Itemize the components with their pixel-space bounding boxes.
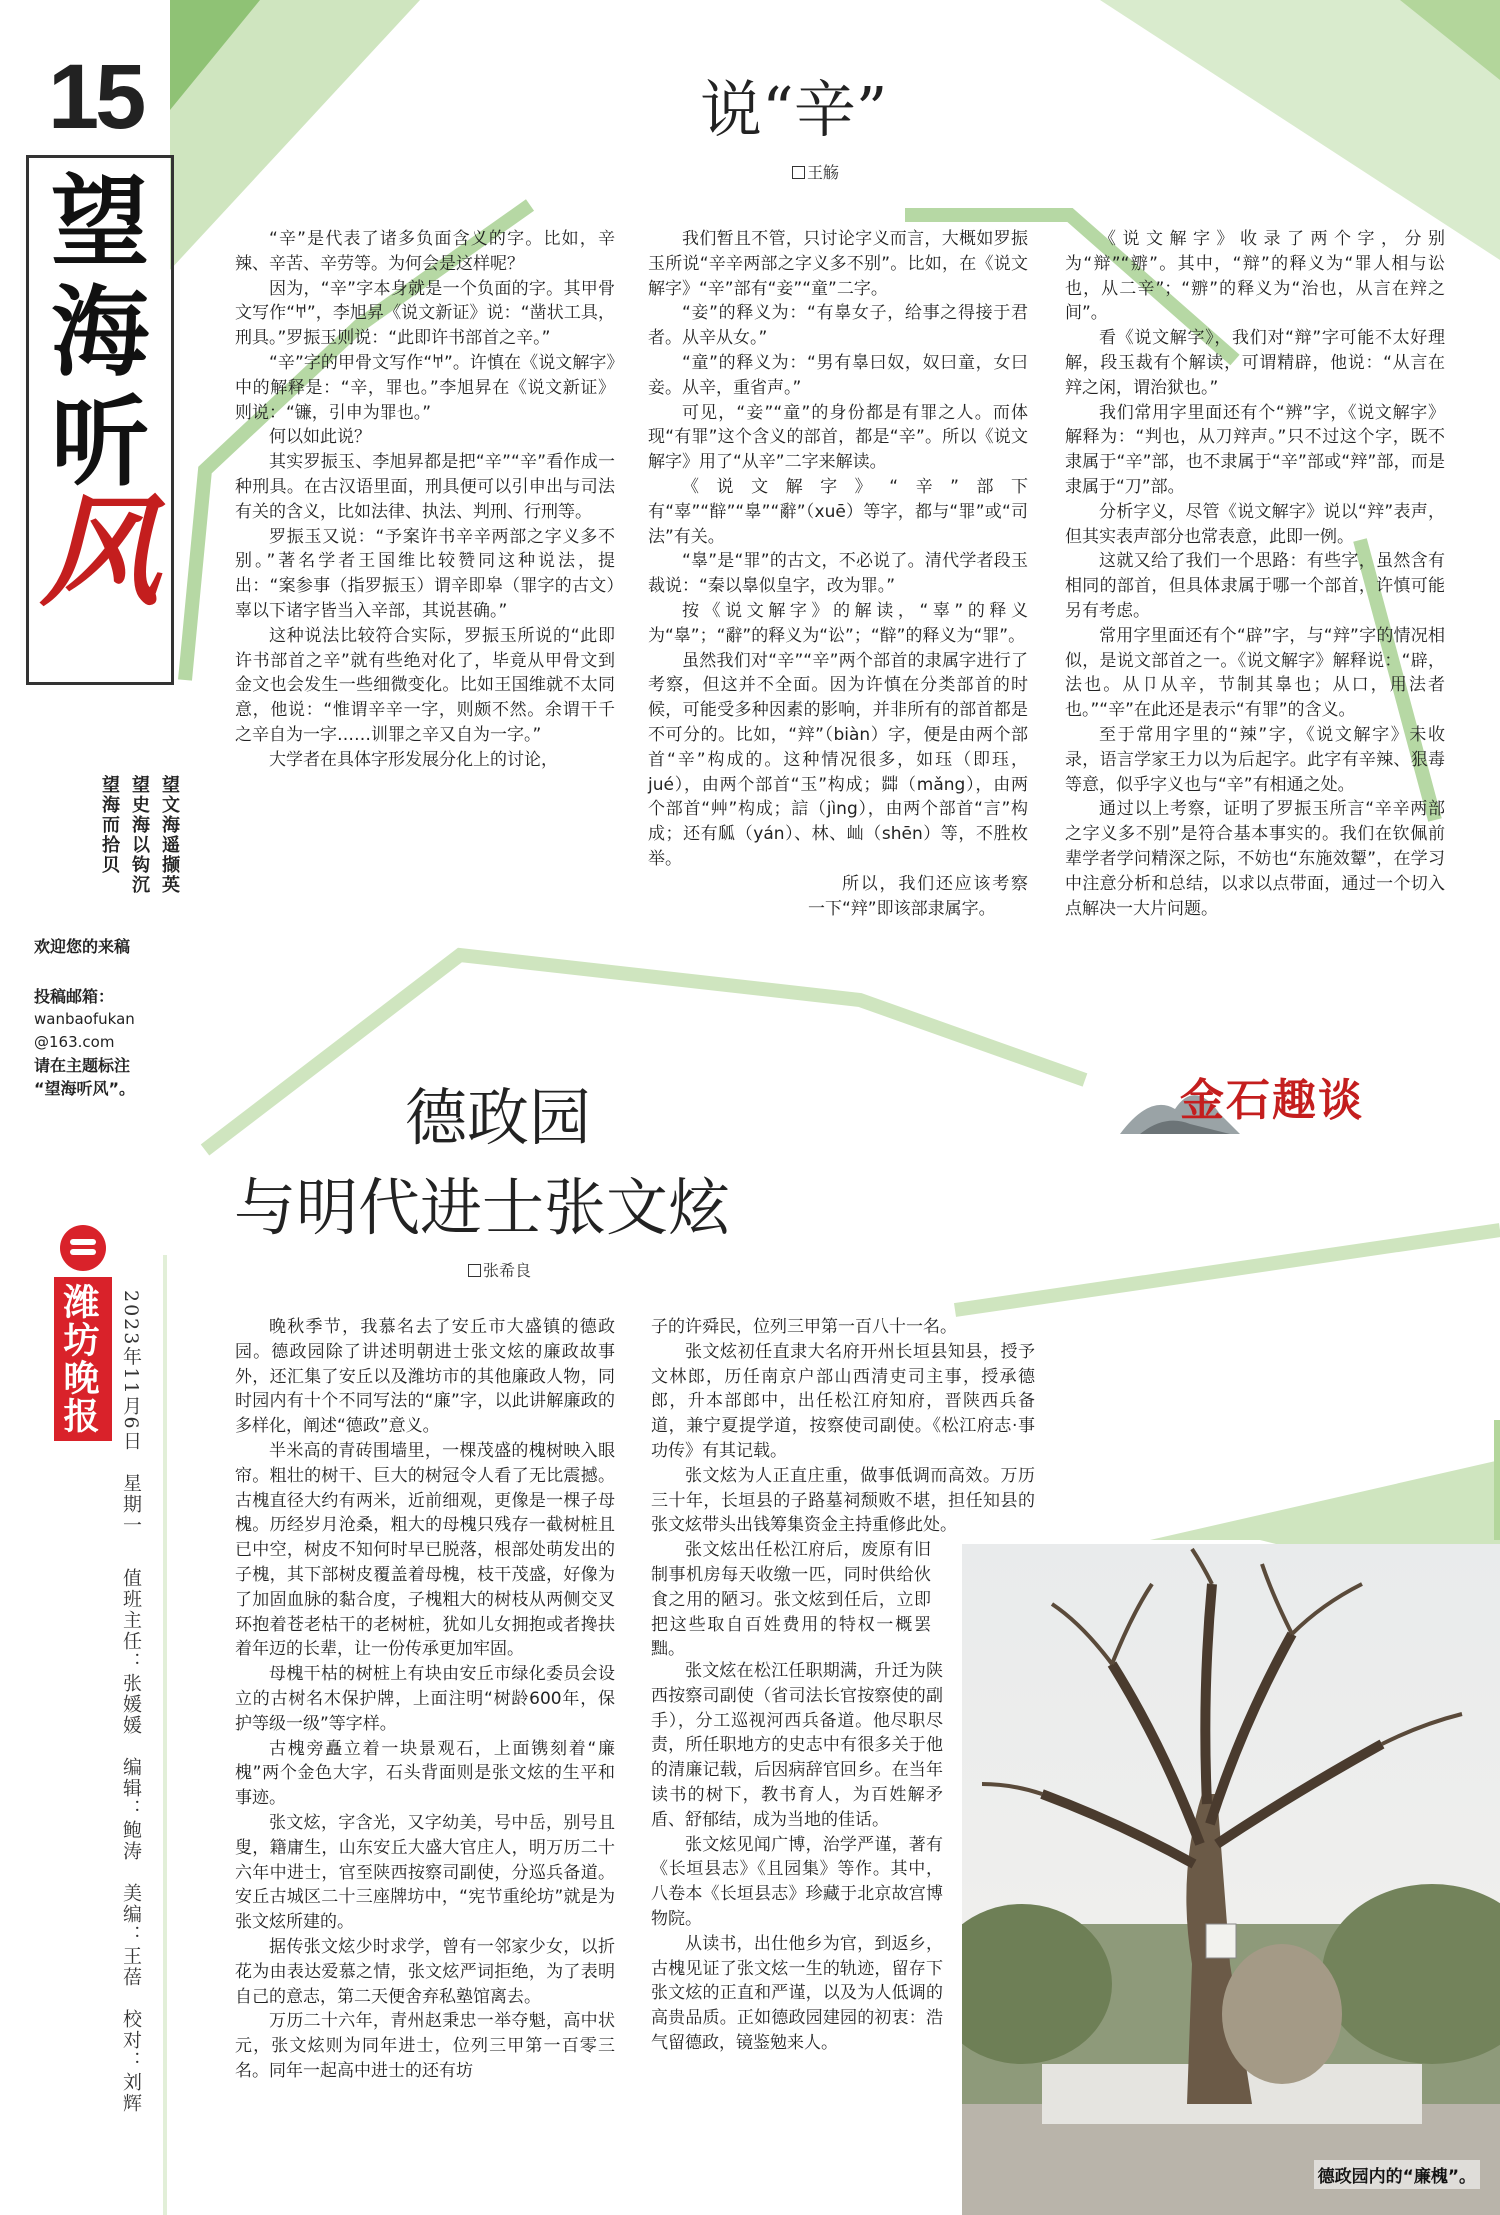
- section-tag: [1120, 1060, 1410, 1140]
- submission-email: wanbaofukan: [34, 1010, 135, 1028]
- paragraph: 从读书，出仕他乡为官，到返乡，古槐见证了张文炫一生的轨迹，留存下张文炫的正直和严谨，以及为人低调的高贵品质。正如德政园建园的初衷：浩气留德政，镜鉴勉来人。: [651, 1933, 943, 2053]
- paragraph: 何以如此说？: [269, 427, 371, 448]
- page-number: 15: [48, 46, 143, 148]
- tree-photo: [962, 1544, 1500, 2215]
- paragraph: “辛”字的甲骨文写作“𐀀”。许慎在《说文解字》中的解释是：“辛，罪也。”李旭昇在《说文新证》则说：“镰，引申为罪也。”: [235, 352, 615, 423]
- article-title-line2: 与明代进士张文炫: [234, 1171, 731, 1244]
- article-column: [235, 1315, 615, 2084]
- paragraph: 古槐旁矗立着一块景观石，上面镌刻着“廉槐”两个金色大字，石头背面则是张文炫的生平和事迹。: [235, 1738, 615, 1809]
- submission-email-domain: @163.com: [34, 1033, 115, 1051]
- paragraph: 大学者在具体字形发展分化上的讨论，: [269, 749, 558, 770]
- paragraph: 张文炫初任直隶大名府开州长垣县知县，授予文林郎，历任南京户部山西清吏司主事，授承德郎，升本部郎中，出任松江府知府，晋陕西兵备道，兼宁夏提学道，按察使司副使。《松江府志·事功传》有其记载。: [651, 1341, 1035, 1461]
- article-column: [651, 1659, 943, 2056]
- column-name-char: 听: [50, 385, 149, 500]
- submission-label: 投稿邮箱：: [34, 987, 115, 1006]
- paragraph: 所以，我们还应该考察一下“辡”即该部隶属字。: [808, 873, 1028, 919]
- paragraph: 张文炫，字含光，又字幼美，号中岳，别号且叟，籍庸生，山东安丘大盛大官庄人，明万历二十六年中进士，官至陕西按察司副使，分巡兵备道。安丘古城区二十三座牌坊中，“宪节重纶坊”就是为张文炫所建的。: [235, 1812, 615, 1933]
- paragraph: 张文炫为人正直庄重，做事低调而高效。万历三十年，长垣县的子路墓祠颓败不堪，担任知县的张文炫带头出钱筹集资金主持重修此处。: [651, 1465, 1035, 1536]
- paragraph: 至于常用字里的“辣”字，《说文解字》未收录，语言学家王力以为后起字。此字有辛辣、狠毒等意，似乎字义也与“辛”有相通之处。: [1065, 724, 1445, 795]
- article-column: [648, 227, 1028, 921]
- paragraph: “童”的释义为：“男有辠曰奴，奴曰童，女曰妾。从辛，重省声。”: [648, 352, 1028, 398]
- paragraph: 这种说法比较符合实际，罗振玉所说的“此即许书部首之辛”就有些绝对化了，毕竟从甲骨文到金文也会发生一些细微变化。比如王国维就不太同意，他说：“惟谓辛辛一字，则颇不然。余谓干千之辛自为一字……训罪之辛又自为一字。”: [235, 625, 615, 745]
- paragraph: “辛”是代表了诸多负面含义的字。比如，辛辣、辛苦、辛劳等。为何会是这样呢？: [235, 229, 615, 274]
- paragraph: 半米高的青砖围墙里，一棵茂盛的槐树映入眼帘。粗壮的树干、巨大的树冠令人看了无比震撼。古槐直径大约有两米，近前细观，更像是一棵子母槐。历经岁月沧桑，粗大的母槐只残存一截树桩且已中空，树皮不知何时早已脱落，根部处萌发出的子槐，其下部树皮覆盖着母槐，枝干茂盛，好像为了加固血脉的黏合度，子槐粗大的树枝从两侧交叉环抱着苍老枯干的老树桩，犹如儿女拥抱或者搀扶着年迈的长辈，让一份传承更加牢固。: [235, 1440, 615, 1660]
- paragraph: 据传张文炫少时求学，曾有一邻家少女，以折花为由表达爱慕之情，张文炫严词拒绝，为了表明自己的意志，第二天便舍弃私塾馆离去。: [235, 1936, 615, 2007]
- paragraph: 我们常用字里面还有个“辨”字，《说文解字》解释为：“判也，从刀辡声。”只不过这个字，既不隶属于“辛”部，也不隶属于“辛”部或“辡”部，而是隶属于“刀”部。: [1065, 402, 1445, 497]
- column-motto: [42, 775, 182, 895]
- paragraph: 这就又给了我们一个思路：有些字，虽然含有相同的部首，但具体隶属于哪一个部首，许慎可能另有考虑。: [1065, 551, 1445, 621]
- article-author: 张希良: [468, 1258, 531, 1281]
- paragraph: 可见，“妾”“童”的身份都是有罪之人。而体现“有罪”这个含义的部首，都是“辛”。所以《说文解字》用了“从辛”二字来解读。: [648, 402, 1028, 473]
- newspaper-logo: [54, 1225, 114, 1441]
- paragraph: 子的许舜民，位列三甲第一百八十一名。: [651, 1317, 957, 1337]
- column-name-char: 望: [50, 165, 149, 280]
- welcome-note: 欢迎您的来稿: [34, 937, 131, 956]
- paragraph: 看《说文解字》，我们对“辩”字可能不太好理解，段玉裁有个解读，可谓精辟，他说：“从言在辡之闲，谓治狱也。”: [1065, 328, 1445, 398]
- paragraph: 常用字里面还有个“辟”字，与“辡”字的情况相似，是说文部首之一。《说文解字》解释说：“辟，法也。从卩从辛，节制其辠也；从口，用法者也。”“辛”在此还是表示“有罪”的含义。: [1065, 625, 1445, 721]
- paragraph: 《说文解字》“辛”部下有“辜”“辥”“辠”“辭”（xuē）等字，都与“罪”或“司法”有关。: [648, 476, 1028, 547]
- submission-note: 请在主题标注: [34, 1056, 131, 1075]
- article-title: 德政园: [405, 1081, 592, 1154]
- submission-info: [34, 985, 184, 1100]
- motto-line: 望文海遥撷英: [159, 775, 180, 895]
- paragraph: 因为，“辛”字本身就是一个负面的字。其甲骨文写作“𐀀”，李旭昇《说文新证》说：“凿状工具，刑具。”罗振玉则说：“此即许书部首之辛。”: [235, 278, 615, 349]
- article-title: 说“辛”: [700, 73, 888, 146]
- column-name-char-accent: 风: [40, 482, 160, 623]
- staff-credits: 值班主任：张媛媛 编辑：鲍涛 美编：王蓓 校对：刘辉: [120, 1568, 142, 2114]
- tree-illustration: [962, 1544, 1500, 2215]
- paragraph: 母槐干枯的树桩上有块由安丘市绿化委员会设立的古树名木保护牌，上面注明“树龄600年，保护等级一级”等字样。: [235, 1664, 615, 1734]
- article-column: [1065, 227, 1445, 921]
- paragraph: 通过以上考察，证明了罗振玉所言“辛辛两部之字义多不别”是符合基本事实的。我们在钦佩前辈学者学问精深之际，不妨也“东施效颦”，在学习中注意分析和总结，以求以点带面，通过一个切入点解决一大片问题。: [1065, 799, 1445, 919]
- paragraph: “辠”是“罪”的古文，不必说了。清代学者段玉裁说：“秦以辠似皇字，改为罪。”: [648, 551, 1028, 597]
- motto-line: 望海而拾贝: [99, 775, 120, 875]
- paragraph: 罗振玉又说：“予案许书辛辛两部之字义多不别。”著名学者王国维比较赞同这种说法，提出：“案参事（指罗振玉）谓辛即皋（罪字的古文）辜以下诸字皆当入辛部，其说甚确。”: [235, 526, 615, 621]
- column-name: [30, 165, 170, 623]
- paragraph: 虽然我们对“辛”“辛”两个部首的隶属字进行了考察，但这并不全面。因为许慎在分类部首的时候，可能受多种因素的影响，并非所有的部首都是不可分的。比如，“辡”（biàn）字，便是由两个部首“辛”构成的。这种情况很多，如珏（即珏，jué），由两个部首“玉”构成；茻（mǎng），由两个部首“艸”构成；誩（jìng），由两个部首“言”构成；还有㼌（yán）、林、屾（shēn）等，不胜枚举。: [648, 650, 1028, 869]
- newspaper-emblem-icon: [60, 1225, 106, 1271]
- issue-date: 2023年11月6日 星期一: [120, 1290, 142, 1536]
- photo-caption: 德政园内的“廉槐”。: [1314, 2160, 1480, 2189]
- article-author: 王觞: [792, 160, 839, 183]
- paragraph: 万历二十六年，青州赵秉忠一举夺魁，高中状元，张文炫则为同年进士，位列三甲第一百零三名。同年一起高中进士的还有坊: [235, 2011, 615, 2081]
- motto-line: 望史海以钩沉: [129, 775, 150, 895]
- paragraph: 我们暂且不管，只讨论字义而言，大概如罗振玉所说“辛辛两部之字义多不别”。比如，在《说文解字》“辛”部有“妾”“童”二字。: [648, 229, 1028, 299]
- paragraph: 张文炫在松江任职期满，升迁为陕西按察司副使（省司法长官按察使的副手），分工巡视河西兵备道。他尽职尽责，所任职地方的史志中有很多关于他的清廉记载，后因病辞官回乡。在当年读书的树下，教书育人，为百姓解矛盾、舒郁结，成为当地的佳话。: [651, 1661, 943, 1830]
- newspaper-name: 潍坊晚报: [54, 1277, 112, 1441]
- paragraph: “妾”的释义为：“有辠女子，给事之得接于君者。从辛从女。”: [648, 303, 1028, 349]
- section-tag-label: 金石趣谈: [1180, 1075, 1364, 1126]
- article-column: [235, 227, 615, 773]
- paragraph: 分析字义，尽管《说文解字》说以“辡”表声，但其实表声部分也常表意，此即一例。: [1065, 501, 1445, 547]
- paragraph: 按《说文解字》的解读，“辜”的释义为“辠”；“辭”的释义为“讼”；“辥”的释义为“罪”。: [648, 600, 1028, 646]
- submission-note-topic: “望海听风”。: [34, 1079, 136, 1098]
- paragraph: 张文炫见闻广博，治学严谨，著有《长垣县志》《且园集》等作。其中，八卷本《长垣县志》珍藏于北京故宫博物院。: [651, 1834, 943, 1929]
- paragraph: 晚秋季节，我慕名去了安丘市大盛镇的德政园。德政园除了讲述明朝进士张文炫的廉政故事外，还汇集了安丘以及潍坊市的其他廉政人物，同时园内有十个不同写法的“廉”字，以此讲解廉政的多样化，阐述“德政”意义。: [235, 1317, 615, 1437]
- paragraph: 《说文解字》收录了两个字，分别为“辩”“辧”。其中，“辩”的释义为“罪人相与讼也，从二辛”；“辧”的释义为“治也，从言在辡之间”。: [1065, 229, 1445, 324]
- paragraph: 其实罗振玉、李旭昇都是把“辛”“辛”看作成一种刑具。在古汉语里面，刑具便可以引申出与司法有关的含义，比如法律、执法、判刑、行刑等。: [235, 452, 615, 522]
- column-name-char: 海: [50, 275, 149, 390]
- paragraph: 张文炫出任松江府后，废原有旧制事机房每天收缴一匹，同时供给伙食之用的陋习。张文炫到任后，立即把这些取自百姓费用的特权一概罢黜。: [651, 1540, 931, 1660]
